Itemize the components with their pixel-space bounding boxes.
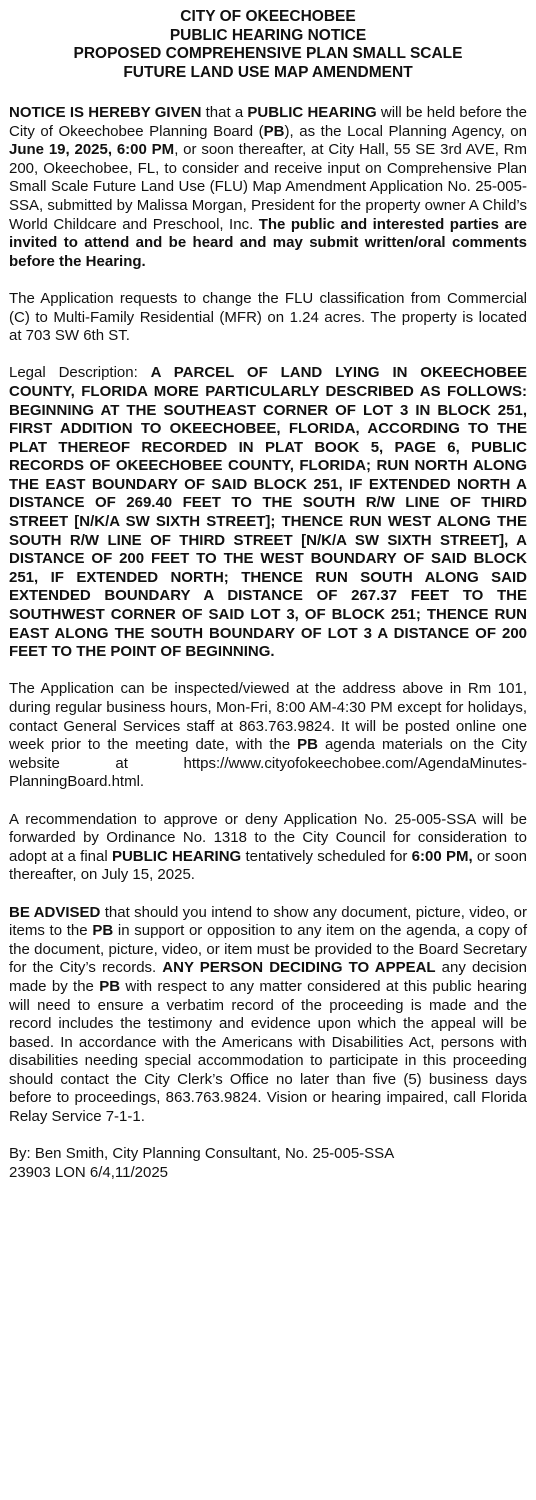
header-title-line1: PROPOSED COMPREHENSIVE PLAN SMALL SCALE: [73, 45, 463, 62]
inspection-paragraph: [9, 680, 527, 792]
pb-abbrev: PB: [92, 922, 114, 940]
text-span: that should you intend to show any document, picture, video, or items to the: [9, 903, 527, 940]
be-advised-paragraph: [9, 904, 527, 1127]
recommendation-paragraph: [9, 811, 527, 885]
legal-description-label: Legal Description:: [9, 364, 151, 382]
text-span: , or soon thereafter, at City Hall, 55 SE 3rd AVE, Rm 200, Okeechobee, FL, to consider and receive input on Comprehensive Plan Small Scale Future Land Use (FLU) Map Amendment Application No. 25-005-SSA, submitted by Malissa Morgan, President for the property owner A Child’s World Childcare and Preschool, Inc.: [9, 141, 528, 233]
text-span: ), as the Local Planning Agency, on: [284, 122, 527, 140]
legal-description-paragraph: [9, 364, 527, 662]
notice-given-text: NOTICE IS HEREBY GIVEN: [9, 104, 202, 121]
header-title-line2: FUTURE LAND USE MAP AMENDMENT: [123, 63, 413, 81]
pb-abbrev: PB: [263, 122, 285, 140]
notice-header: [9, 8, 527, 82]
be-advised-text: BE ADVISED: [9, 903, 101, 921]
text-span: will be held before the City of Okeechobee Planning Board (: [9, 104, 527, 140]
header-notice-type: PUBLIC HEARING NOTICE: [169, 26, 367, 44]
text-span: The Application can be inspected/viewed at the address above in Rm 101, during regular business hours, Mon-Fri, 8:00 AM-4:30 PM except for holidays, contact General Services staff at 863.763.9824. It will be posted online one week prior to the meeting date, with the: [9, 680, 527, 754]
appeal-text: ANY PERSON DECIDING TO APPEAL: [162, 959, 436, 977]
public-hearing-text: PUBLIC HEARING: [247, 104, 377, 121]
text-span: that a: [201, 104, 248, 121]
pb-abbrev: PB: [99, 977, 121, 995]
invitation-text: The public and interested parties are invited to attend and be heard and may submit written/oral comments before the Hearing.: [9, 215, 527, 270]
text-span: any decision made by the: [9, 959, 527, 995]
publication-line: 23903 LON 6/4,11/2025: [9, 1163, 169, 1181]
text-span: in support or opposition to any item on the agenda, a copy of the document, picture, video, or item must be provided to the Board Secretary for the City’s records.: [9, 922, 528, 977]
public-hearing-text: PUBLIC HEARING: [111, 847, 242, 865]
hearing-date: June 19, 2025, 6:00 PM: [9, 141, 175, 159]
pb-abbrev: PB: [297, 736, 319, 754]
application-request-paragraph: The Application requests to change the FLU classification from Commercial (C) to Multi-Family Residential (MFR) on 1.24 acres. The property is located at 703 SW 6th ST.: [9, 289, 527, 345]
text-span: A recommendation to approve or deny Application No. 25-005-SSA will be forwarded by Ordinance No. 1318 to the City Council for consideration to adopt at a final: [9, 810, 527, 865]
text-span: with respect to any matter considered at this public hearing will need to ensure a verbatim record of the proceeding is made and the record includes the testimony and evidence upon which the appeal will be based. In accordance with the Americans with Disabilities Act, persons with disabilities needing special accommodation to participate in this proceeding should contact the City Clerk’s Office no later than five (5) business days before to proceedings, 863.763.9824. Vision or hearing impaired, call Florida Relay Service 7-1-1.: [9, 977, 527, 1126]
text-span: tentatively scheduled for: [241, 847, 412, 865]
text-span: or soon thereafter, on July 15, 2025.: [9, 847, 528, 884]
legal-description-text: A PARCEL OF LAND LYING IN OKEECHOBEE COUNTY, FLORIDA MORE PARTICULARLY DESCRIBED AS FOLLOWS: BEGINNING AT THE SOUTHEAST CORNER OF LOT 3 IN BLOCK 251, FIRST ADDITION TO OKEECHOBEE, FLORIDA, ACCORDING TO THE PLAT THEREOF RECORDED IN PLAT BOOK 5, PAGE 6, PUBLIC RECORDS OF OKEECHOBEE COUNTY, FLORIDA; RUN NORTH ALONG THE EAST BOUNDARY OF SAID BLOCK 251, IF EXTENDED NORTH A DISTANCE OF 269.40 FEET TO THE SOUTH R/W LINE OF THIRD STREET [N/K/A SW SIXTH STREET]; THENCE RUN WEST ALONG THE SOUTH R/W LINE OF THIRD STREET [N/K/A SW SIXTH STREET], A DISTANCE OF 200 FEET TO THE WEST BOUNDARY OF SAID BLOCK 251, IF EXTENDED NORTH; THENCE RUN SOUTH ALONG SAID EXTENDED BOUNDARY A DISTANCE OF 267.37 FEET TO THE SOUTHWEST CORNER OF SAID LOT 3, OF BLOCK 251; THENCE RUN EAST ALONG THE SOUTH BOUNDARY OF LOT 3 A DISTANCE OF 200 FEET TO THE POINT OF BEGINNING.: [9, 364, 527, 661]
signature-block: [9, 1145, 527, 1182]
signature-line: By: Ben Smith, City Planning Consultant, No. 25-005-SSA: [9, 1145, 395, 1163]
notice-intro-paragraph: [9, 104, 527, 271]
header-city: CITY OF OKEECHOBEE: [180, 8, 356, 25]
council-hearing-time: 6:00 PM,: [411, 847, 473, 865]
text-span: agenda materials on the City website at https://www.cityofokeechobee.com/AgendaMinutes-PlanningBoard.html.: [9, 736, 527, 791]
